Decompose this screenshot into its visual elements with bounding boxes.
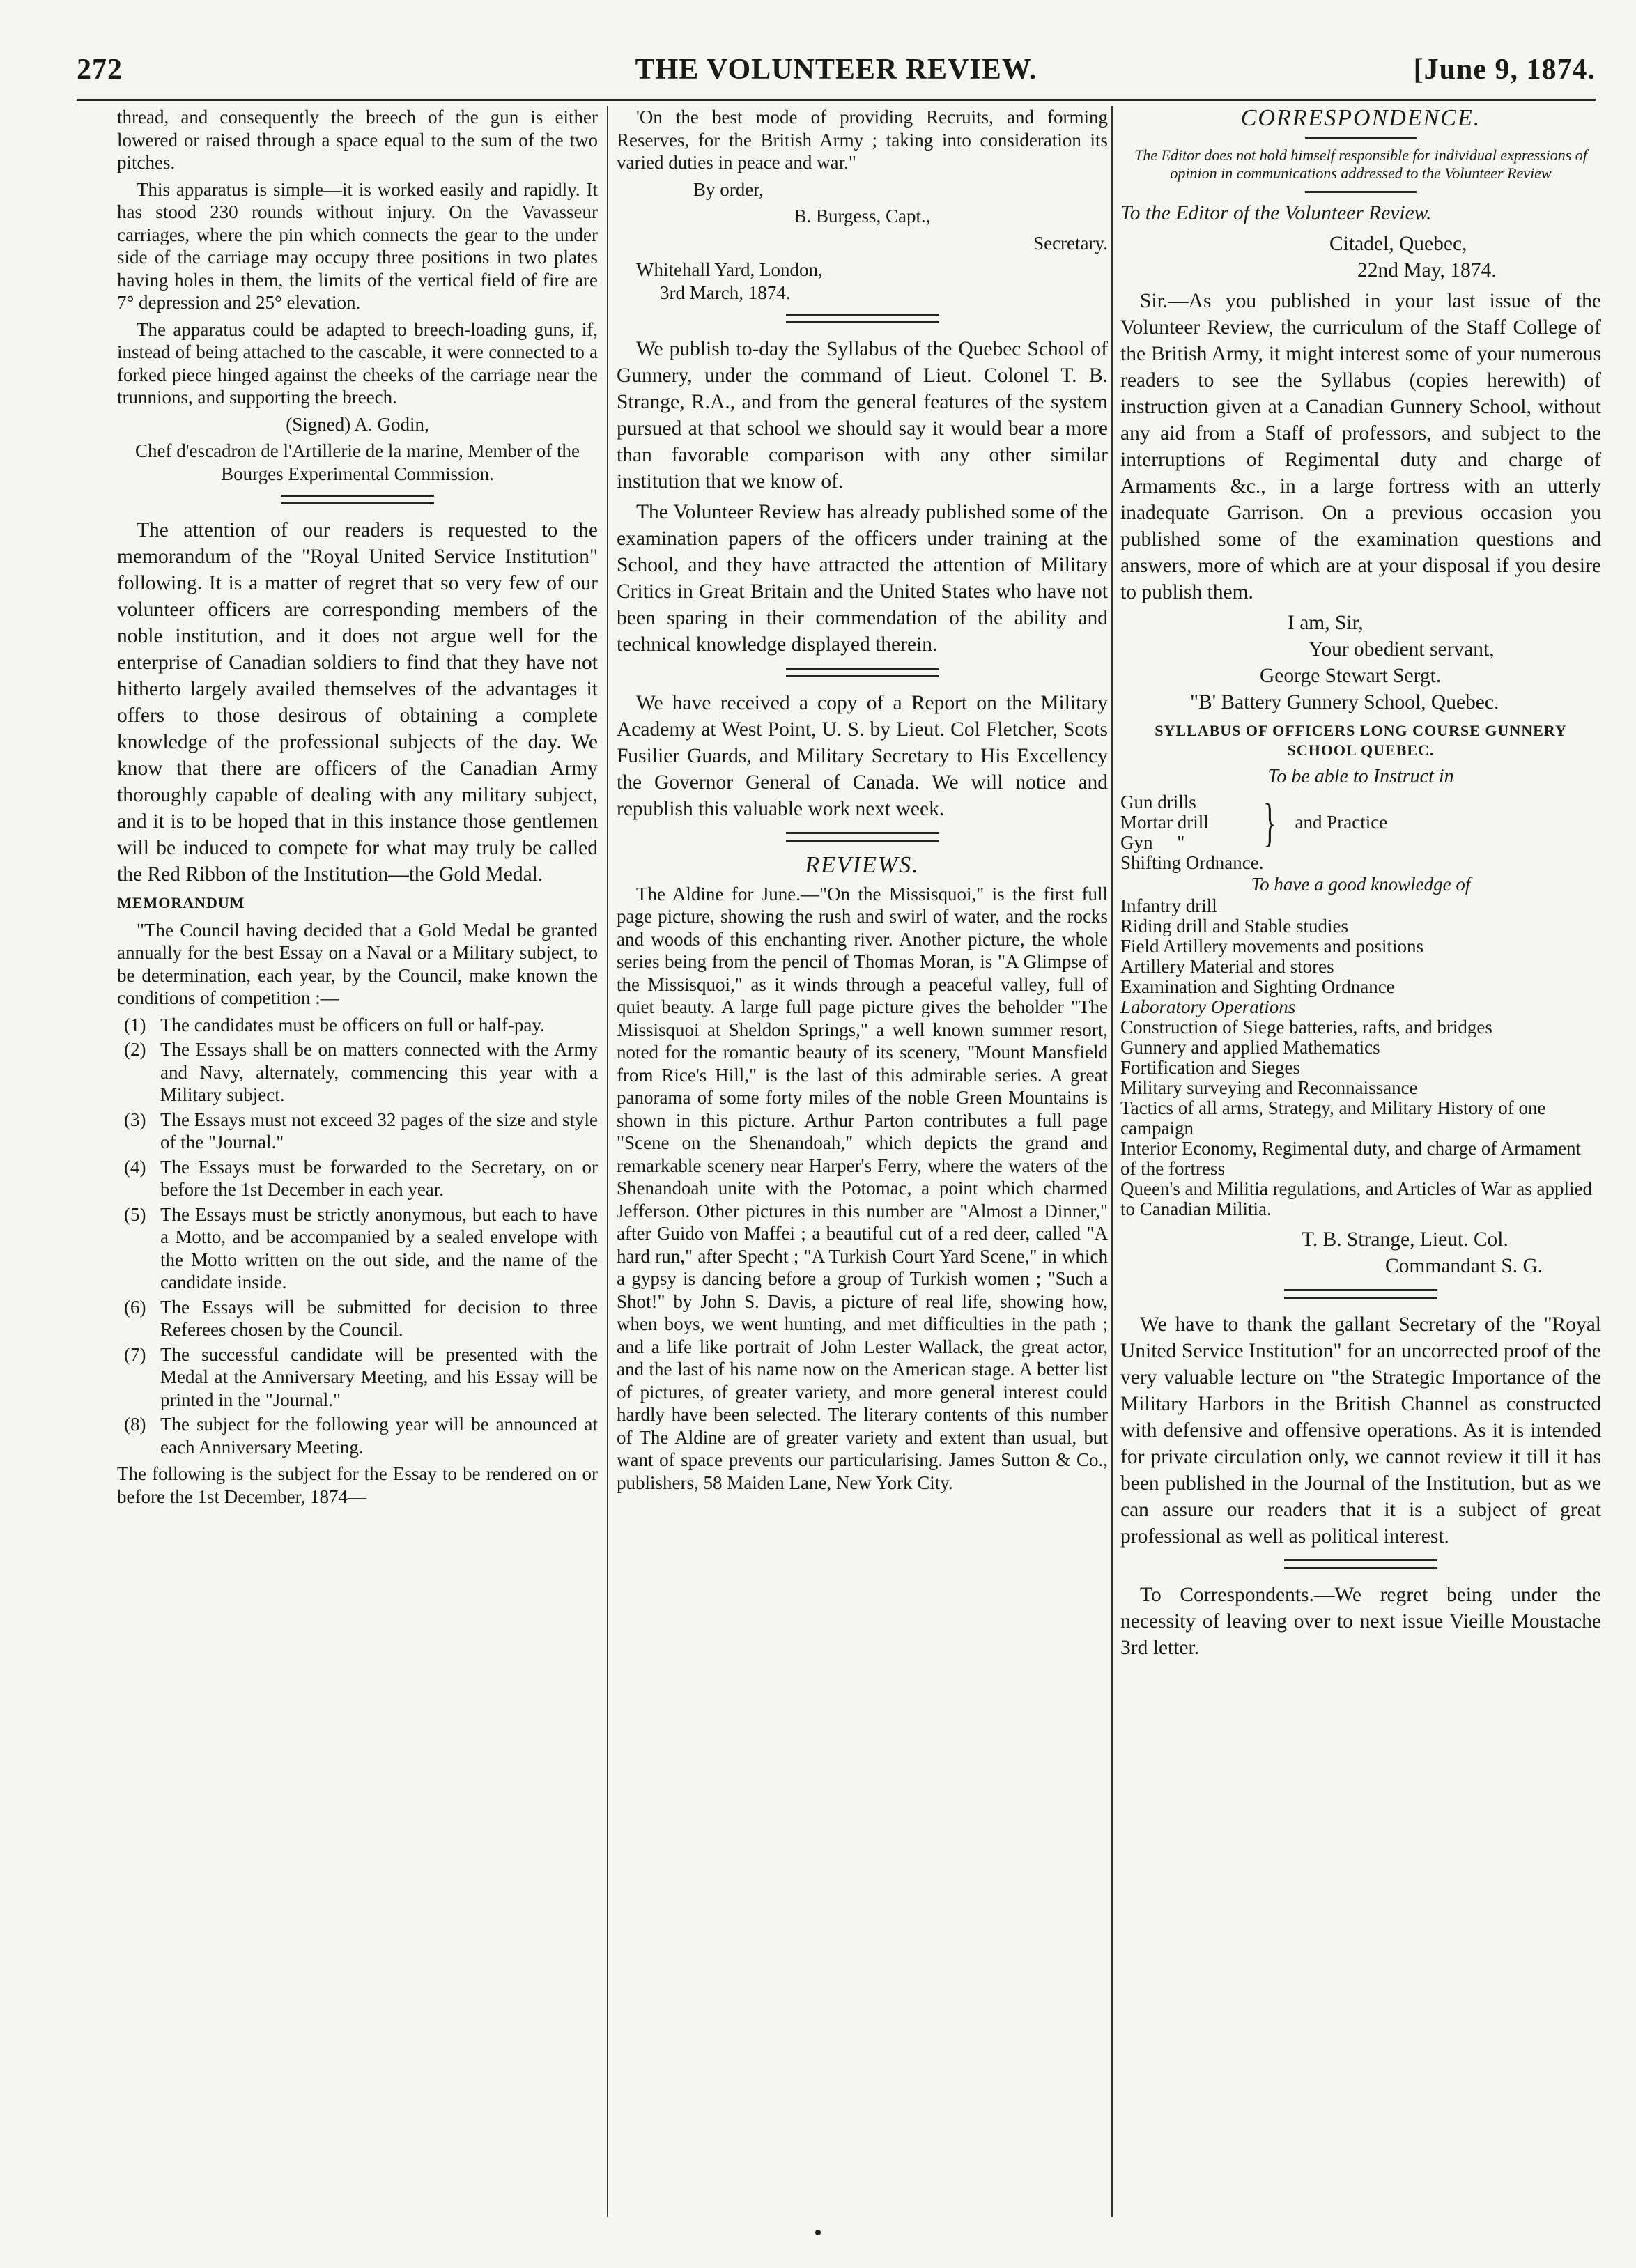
signature-line: (Signed) A. Godin, [286, 413, 429, 435]
quoted-subject: 'On the best mode of providing Recruits, and forming Reserves, for the British Army ; taking into consideration its varied duties in peace and war." [617, 107, 1108, 173]
brace-glyph: } [1263, 793, 1276, 852]
syllabus-item: Mortar drill [1120, 812, 1209, 833]
syllabus-item: Riding drill and Stable studies [1120, 916, 1348, 936]
column-left [117, 106, 598, 2217]
condition-item: (6) The Essays will be submitted for decision to three Referees chosen by the Council. [124, 1296, 598, 1340]
notice-paragraph: To Correspondents.—We regret being under the necessity of leaving over to next issue Vieille Moustache 3rd letter. [1120, 1584, 1601, 1659]
syllabus-item: Queen's and Militia regulations, and Articles of War as applied to Canadian Militia. [1120, 1178, 1593, 1219]
date-line: 3rd March, 1874. [660, 281, 791, 303]
syllabus-item: Construction of Siege batteries, rafts, and bridges [1120, 1017, 1492, 1037]
section-rule [786, 832, 939, 842]
editorial-paragraph: The Volunteer Review has already published some of the examination papers of the officers under training at the School, and they have attracted the attention of Military Critics in Great Britain and the United States who have not been sparing in their commendation of the ability and technical knowledge displayed therein. [617, 501, 1108, 656]
letter-body: Sir.—As you published in your last issue of the Volunteer Review, the curriculum of the Staff College of the British Army, it might interest some of your numerous readers to see the Syllabus (copies herewith) of instruction given at a Canadian Gunnery School, without any aid from a Staff of professors, and subject to the interruptions of Regimental duty and charge of Armaments &c., in a large fortress with an utterly inadequate Garrison. On a previous occasion you published some of the examination questions and answers, more of which are at your disposal if you desire to publish them. [1120, 289, 1601, 603]
syllabus-item: Infantry drill [1120, 895, 1217, 916]
syllabus-list [1120, 792, 1601, 1219]
masthead-title: THE VOLUNTEER REVIEW. [635, 54, 1037, 86]
reviews-heading: REVIEWS. [805, 852, 920, 878]
syllabus-title: SYLLABUS OF OFFICERS LONG COURSE GUNNERY SCHOOL QUEBEC. [1155, 721, 1567, 759]
section-rule [786, 668, 939, 677]
letter-closing: I am, Sir, [1288, 611, 1364, 634]
issue-date: [June 9, 1874. [1413, 54, 1596, 86]
condition-item: (4) The Essays must be forwarded to the Secretary, on or before the 1st December in each year. [124, 1156, 598, 1200]
place-line: Whitehall Yard, London, [636, 259, 823, 280]
brace-label: and Practice [1295, 812, 1388, 833]
column-middle [617, 106, 1108, 2217]
syllabus-item: Military surveying and Reconnaissance [1120, 1077, 1418, 1098]
review-paragraph: The Aldine for June.—"On the Missisquoi," is the first full page picture, showing the rush and swirl of water, and the rocks and woods of this enchanting river. Another picture, the whole series being from the pencil of Thomas Moran, is "A Glimpse of the Missisquoi," as it winds through a peaceful valley, full of quiet beauty. A large full page picture gives the beholder "The Missisquoi at Sheldon Springs," a well known summer resort, noted for the romantic beauty of its scenery, "Mount Mansfield from Rice's Hill," is the last of this admirable series. A great panorama of some forty miles of the noble Green Mountains is shown in this picture. Arthur Parton contributes a full page "Scene on the Shenandoah," which depicts the grand and remarkable scenery near Harper's Ferry, where the waters of the Shenandoah unite with the Potomac, a point which charmed Jefferson. Other pictures in this number are "Almost a Dinner," after Guido von Maffei ; a beautiful cut of a red deer, called "A hard run," after Specht ; "A Turkish Court Yard Scene," in which a gypsy is dancing before a group of Turkish women ; "Such a Shot!" by John S. Davis, a picture of real life, showing how, when boys, we went hunting, and met difficulties in the path ; and a life like portrait of John Lester Wallack, the great actor, and the last of his name now on the American stage. A better list of pictures, of greater variety, and more general interest could hardly have been selected. The literary contents of this number of The Aldine are of greater variety and extent than usual, but want of space prevents our particularising. James Sutton & Co., publishers, 58 Maiden Lane, New York City. [617, 883, 1108, 1493]
section-rule [281, 495, 434, 504]
syllabus-item: Field Artillery movements and positions [1120, 936, 1423, 957]
syllabus-subheading: To be able to Instruct in [1267, 765, 1454, 787]
syllabus-item: Tactics of all arms, Strategy, and Military History of one campaign [1120, 1097, 1546, 1139]
brace-group [1120, 792, 1601, 853]
syllabus-signer-title: Commandant S. G. [1385, 1255, 1543, 1277]
memorandum-label: MEMORANDUM [117, 894, 245, 911]
letter-signer-unit: "B' Battery Gunnery School, Quebec. [1190, 691, 1499, 713]
letter-address: To the Editor of the Volunteer Review. [1120, 201, 1432, 224]
paragraph: The following is the subject for the Essay to be rendered on or before the 1st December, 1874— [117, 1463, 598, 1507]
page-header [77, 50, 1596, 101]
condition-item: (8) The subject for the following year will be announced at each Anniversary Meeting. [124, 1414, 598, 1458]
condition-item: (5) The Essays must be strictly anonymous, but each to have a Motto, and be accompanied by a sealed envelope with the Motto written on the out side, and the name of the candidate inside. [124, 1203, 598, 1293]
letter-signer: George Stewart Sergt. [1260, 664, 1442, 687]
editorial-paragraph: We publish to-day the Syllabus of the Quebec School of Gunnery, under the command of Lieut. Colonel T. B. Strange, R.A., and from the general features of the system pursued at that school we should say it would bear a more than favorable comparison with any other similar institution that we know of. [617, 338, 1108, 493]
signer-name: B. Burgess, Capt., [794, 206, 931, 226]
letter-date: 22nd May, 1874. [1357, 259, 1497, 281]
condition-item: (7) The successful candidate will be presented with the Medal at the Anniversary Meeting, and his Essay will be printed in the "Journal." [124, 1343, 598, 1410]
signer-title: Secretary. [1033, 232, 1108, 254]
syllabus-item: Examination and Sighting Ordnance [1120, 976, 1395, 997]
correspondence-heading: CORRESPONDENCE. [1240, 106, 1481, 131]
column-divider [1111, 106, 1113, 2217]
conditions-list [117, 1014, 598, 1459]
section-rule [1305, 191, 1417, 193]
syllabus-item: Shifting Ordnance. [1120, 852, 1264, 873]
editorial-paragraph: The attention of our readers is requested to the memorandum of the "Royal United Service Institution" following. It is a matter of regret that so very few of our volunteer officers are corresponding members of the noble institution, and it does not argue well for the enterprise of Canadian soldiers to find that they have not hitherto largely availed themselves of the advantages it offers to those desirous of obtaining a complete knowledge of the professional subjects of the day. We know that there are officers of the Canadian Army thoroughly capable of dealing with any military subject, and it is to be hoped that in this instance those gentlemen will be induced to compete for what may truly be called the Red Ribbon of the Institution—the Gold Medal. [117, 519, 598, 886]
syllabus-item: Gun drills [1120, 792, 1196, 812]
condition-item: (3) The Essays must not exceed 32 pages of the size and style of the "Journal." [124, 1109, 598, 1152]
paragraph: This apparatus is simple—it is worked easily and rapidly. It has stood 230 rounds without injury. On the Vavasseur carriages, where the pin which connects the gear to the under side of the carriage may occupy three positions in two plates having holes in them, the limits of the vertical field of fire are 7° depression and 25° elevation. [117, 178, 598, 313]
syllabus-item: Laboratory Operations [1120, 996, 1296, 1017]
syllabus-item: Gyn " [1120, 832, 1185, 853]
syllabus-subheading: To have a good knowledge of [1251, 874, 1471, 895]
letter-place: Citadel, Quebec, [1329, 232, 1467, 255]
syllabus-item: Fortification and Sieges [1120, 1057, 1300, 1078]
column-right [1120, 106, 1601, 2217]
section-rule [1305, 137, 1417, 139]
by-order: By order, [693, 178, 764, 200]
paragraph: The apparatus could be adapted to breech-loading guns, if, instead of being attached to the cascable, it were connected to a forked piece hinged against the cheeks of the carriage near the trunnions, and supporting the breech. [117, 318, 598, 408]
page-number: 272 [77, 54, 123, 86]
print-dot [815, 2230, 821, 2235]
memorandum-intro: "The Council having decided that a Gold Medal be granted annually for the best Essay on a Naval or a Military subject, to be determination, each year, by the Council, make known the conditions of competition :— [117, 919, 598, 1008]
section-rule [786, 314, 939, 323]
paragraph: thread, and consequently the breech of the gun is either lowered or raised through a space equal to the sum of the two pitches. [117, 107, 598, 173]
section-rule [1284, 1289, 1437, 1299]
column-divider [607, 106, 608, 2217]
condition-item: (1) The candidates must be officers on full or half-pay. [124, 1014, 545, 1035]
syllabus-item: Artillery Material and stores [1120, 956, 1334, 977]
condition-item: (2) The Essays shall be on matters connected with the Army and Navy, alternately, commencing this year with a Military subject. [124, 1039, 598, 1105]
editorial-paragraph: We have to thank the gallant Secretary of the "Royal United Service Institution" for an uncorrected proof of the very valuable lecture on "the Strategic Importance of the Military Harbors in the British Channel as constructed with defensive and offensive operations. As it is intended for private circulation only, we cannot review it till it has been published in the Journal of the Institution, but as we can assure our readers that it is a subject of great professional as well as political interest. [1120, 1313, 1601, 1548]
syllabus-signer: T. B. Strange, Lieut. Col. [1302, 1228, 1508, 1251]
editorial-paragraph: We have received a copy of a Report on the Military Academy at West Point, U. S. by Lieut. Col Fletcher, Scots Fusilier Guards, and Military Secretary to His Excellency the Governor General of Canada. We will notice and republish this valuable work next week. [617, 692, 1108, 820]
editor-disclaimer: The Editor does not hold himself responsible for individual expressions of opinion in communications addressed to the Volunteer Review [1134, 146, 1587, 182]
letter-closing: Your obedient servant, [1309, 638, 1495, 661]
syllabus-item: Gunnery and applied Mathematics [1120, 1037, 1380, 1058]
signer-title: Chef d'escadron de l'Artillerie de la marine, Member of the Bourges Experimental Commission. [135, 440, 580, 484]
section-rule [1284, 1559, 1437, 1569]
syllabus-item: Interior Economy, Regimental duty, and charge of Armament of the fortress [1120, 1138, 1582, 1179]
